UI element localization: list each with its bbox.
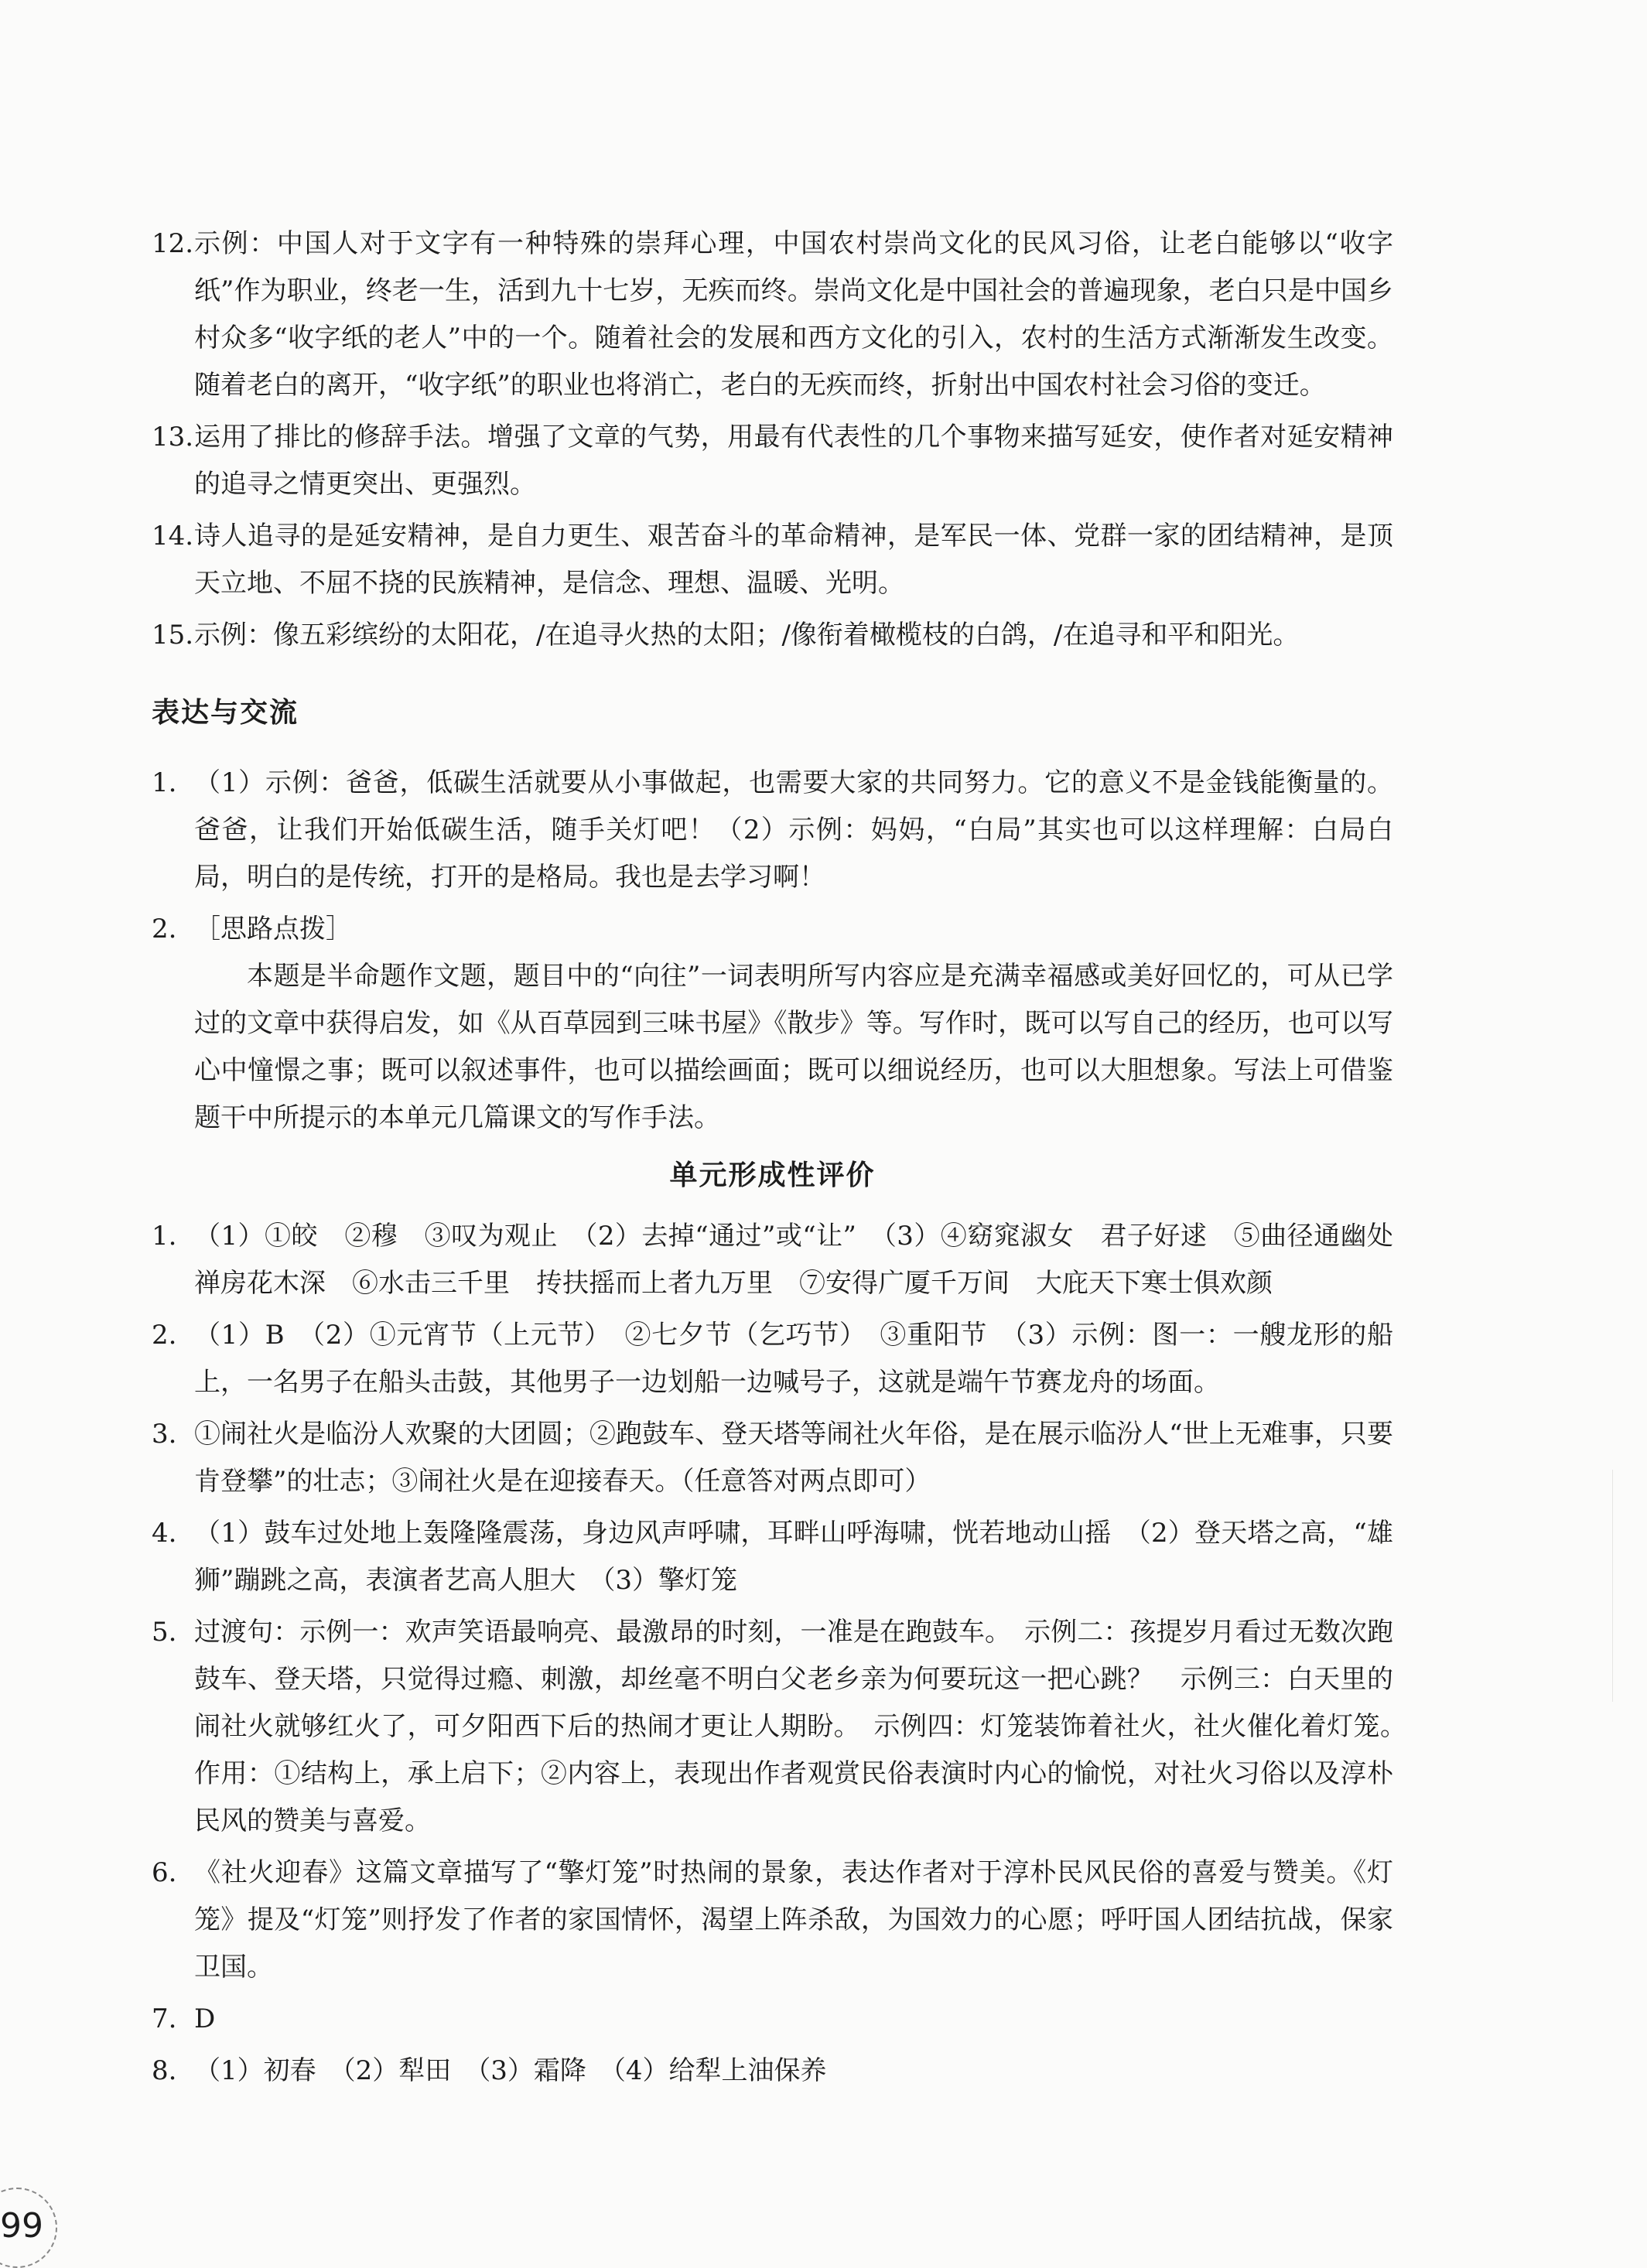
evaluation-item-2 [152,1312,1393,1406]
item-text: 诗人追寻的是延安精神，是自力更生、艰苦奋斗的革命精神，是军民一体、党群一家的团结精神，是顶天立地、不屈不挠的民族精神，是信念、理想、温暖、光明。 [194,521,1393,599]
item-text: （1）①皎 ②穆 ③叹为观止 （2）去掉“通过”或“让” （3）④窈窕淑女 君子好逑 ⑤曲径通幽处 禅房花木深 ⑥水击三千里 抟扶摇而上者九万里 ⑦安得广厦千万间 大庇天下寒士俱欢颜 [194,1221,1420,1299]
item-text: D [194,2003,216,2034]
answer-item-14 [152,513,1393,607]
item-text: ①闹社火是临汾人欢聚的大团圆；②跑鼓车、登天塔等闹社火年俗，是在展示临汾人“世上无难事，只要肯登攀”的壮志；③闹社火是在迎接春天。（任意答对两点即可） [194,1419,1393,1497]
item-number: 15. [152,620,194,651]
item-number: 4. [152,1518,177,1549]
item-text: 示例：像五彩缤纷的太阳花，/在追寻火热的太阳；/像衔着橄榄枝的白鸽，/在追寻和平和阳光。 [194,620,1300,651]
evaluation-item-7 [152,1996,1393,2043]
item-text: （1）示例：爸爸，低碳生活就要从小事做起，也需要大家的共同努力。它的意义不是金钱能衡量的。爸爸，让我们开始低碳生活，随手关灯吧！（2）示例：妈妈，“白局”其实也可以这样理解：白局白局，明白的是传统，打开的是格局。我也是去学习啊！ [194,767,1393,893]
evaluation-item-8 [152,2048,1393,2095]
page-content [152,220,1420,2095]
item-number: 14. [152,521,194,552]
item-number: 2. [152,1320,177,1351]
page-number-badge [0,2188,57,2268]
answer-item-13 [152,414,1393,508]
item-number: 3. [152,1419,177,1450]
item-text: 过渡句：示例一：欢声笑语最响亮、最激昂的时刻，一准是在跑鼓车。 示例二：孩提岁月看过无数次跑鼓车、登天塔，只觉得过瘾、刺激，却丝毫不明白父老乡亲为何要玩这一把心跳？ 示例三：白天里的闹社火就够红火了，可夕阳西下后的热闹才更让人期盼。 示例四：灯笼装饰着社火，社火催化着灯笼。 作用：①结构上，承上启下；②内容上，表现出作者观赏民俗表演时内心的愉悦，对社火习俗以及淳朴民风的赞美与喜爱。 [194,1617,1420,1836]
item-number: 1. [152,1221,177,1252]
evaluation-item-3 [152,1411,1393,1505]
answer-item-15 [152,612,1393,659]
answer-item-12 [152,220,1393,409]
item-number: 8. [152,2055,177,2086]
item-number: 6. [152,1857,177,1888]
page-number: 99 [0,2206,43,2246]
item-text: 运用了排比的修辞手法。增强了文章的气势，用最有代表性的几个事物来描写延安，使作者对延安精神的追寻之情更突出、更强烈。 [194,422,1393,500]
item-number: 12. [152,228,194,259]
expression-item-2 [152,906,1393,1142]
item-number: 7. [152,2003,177,2034]
item-text: （1）B （2）①元宵节（上元节） ②七夕节（乞巧节） ③重阳节 （3）示例：图一：一艘龙形的船上，一名男子在船头击鼓，其他男子一边划船一边喊号子，这就是端午节赛龙舟的场面。 [194,1320,1393,1398]
item-text: （1）初春 （2）犁田 （3）霜降 （4）给犁上油保养 [194,2055,827,2086]
evaluation-item-4 [152,1510,1393,1604]
hint-label: ［思路点拨］ [194,914,352,944]
item-text: （1）鼓车过处地上轰隆隆震荡，身边风声呼啸，耳畔山呼海啸，恍若地动山摇 （2）登天塔之高，“雄狮”蹦跳之高，表演者艺高人胆大 （3）擎灯笼 [194,1518,1393,1596]
item-text: 示例：中国人对于文字有一种特殊的崇拜心理，中国农村崇尚文化的民风习俗，让老白能够以“收字纸”作为职业，终老一生，活到九十七岁，无疾而终。崇尚文化是中国社会的普遍现象，老白只是中国乡村众多“收字纸的老人”中的一个。随着社会的发展和西方文化的引入，农村的生活方式渐渐发生改变。随着老白的离开，“收字纸”的职业也将消亡，老白的无疾而终，折射出中国农村社会习俗的变迁。 [194,228,1393,401]
item-number: 2. [152,914,177,944]
evaluation-item-5 [152,1609,1420,1845]
item-number: 1. [152,767,177,798]
evaluation-item-1 [152,1213,1420,1307]
item-text: 本题是半命题作文题，题目中的“向往”一词表明所写内容应是充满幸福感或美好回忆的，可从已学过的文章中获得启发，如《从百草园到三味书屋》《散步》等。写作时，既可以写自己的经历，也可以写心中憧憬之事；既可以叙述事件，也可以描绘画面；既可以细说经历，也可以大胆想象。写法上可借鉴题干中所提示的本单元几篇课文的写作手法。 [194,961,1393,1133]
section-title-expression: 表达与交流 [152,697,299,729]
expression-item-1 [152,760,1393,901]
item-text: 《社火迎春》这篇文章描写了“擎灯笼”时热闹的景象，表达作者对于淳朴民风民俗的喜爱与赞美。《灯笼》提及“灯笼”则抒发了作者的家国情怀，渴望上阵杀敌，为国效力的心愿；呼吁国人团结抗战，保家卫国。 [194,1857,1393,1983]
item-number: 13. [152,422,194,453]
evaluation-item-6 [152,1850,1393,1991]
scan-artifact-line [1612,1470,1613,1702]
item-number: 5. [152,1617,177,1648]
section-title-unit-evaluation: 单元形成性评价 [669,1160,876,1191]
